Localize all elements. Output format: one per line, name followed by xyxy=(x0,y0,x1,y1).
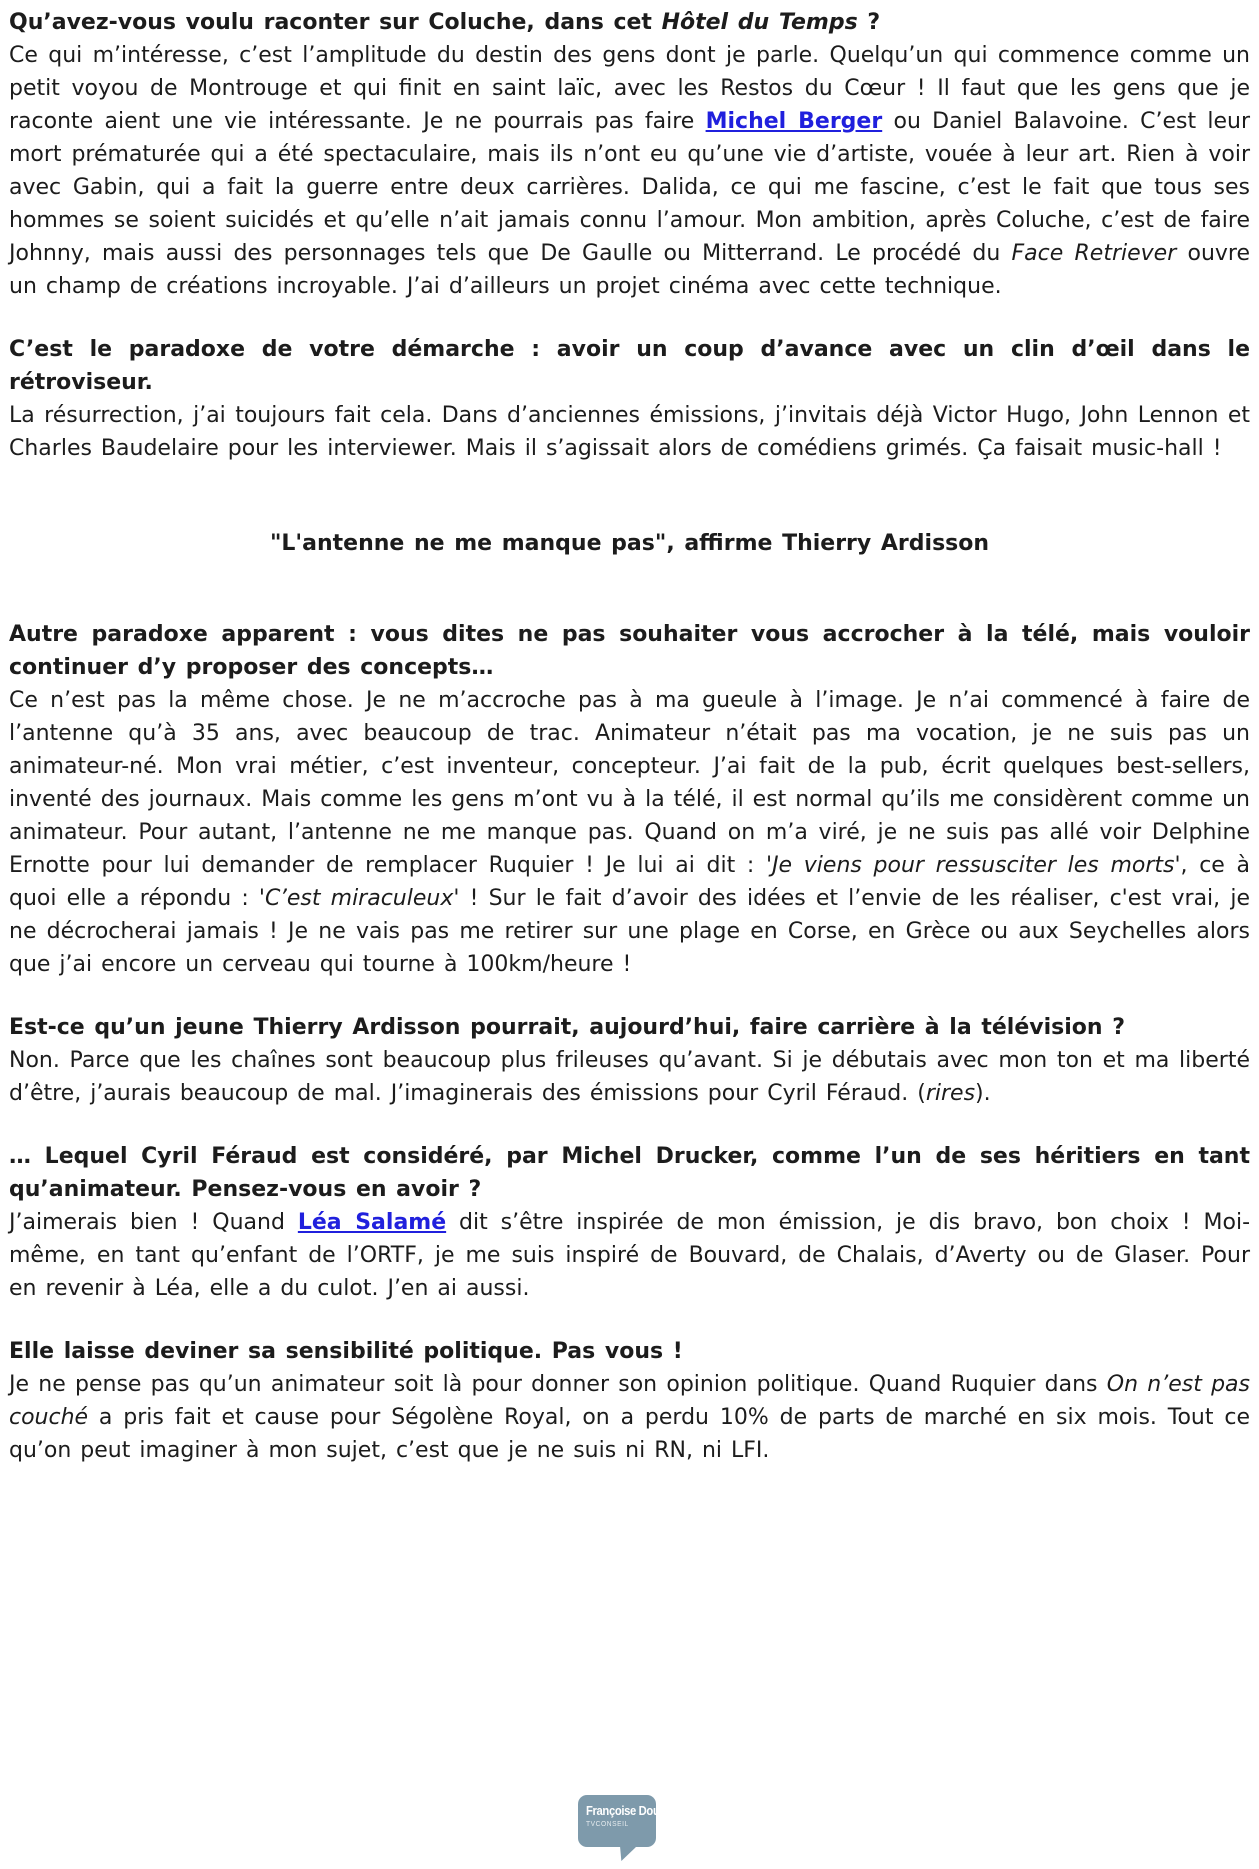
text-segment: ou Daniel Balavoine. C’est leur mort prématurée qui a été spectaculaire, mais ils n’ont eu qu’une vie d’artiste, vouée à leur art. Rien à voir avec Gabin, qui a fait la guerre entre deux carrières. Dalida, ce qui me fascine, c’est le fait que tous ses hommes se soient suicidés et qu’elle n’ait jamais connu l’amour. Mon ambition, après Coluche, c’est de faire Johnny, mais aussi des personnages tels que De Gaulle ou Mitterrand. Le procédé du xyxy=(9,109,1250,266)
text-segment: … Lequel Cyril Féraud est considéré, par Michel Drucker, comme l’un de ses héritiers en tant qu’animateur. Pensez-vous en avoir ? xyxy=(9,1144,1250,1202)
francoise-doux-logo xyxy=(578,1795,665,1847)
text-segment: Hôtel du Temps xyxy=(661,10,858,35)
interview-answer xyxy=(9,684,1250,981)
speech-bubble-tail-icon xyxy=(617,1846,637,1861)
text-segment: ). xyxy=(975,1081,991,1106)
text-segment: ouvre un champ de créations incroyable. J’ai d’ailleurs un projet cinéma avec cette technique. xyxy=(9,241,1251,299)
text-segment: ? xyxy=(857,10,881,35)
text-segment: ', ce à quoi elle a répondu : ' xyxy=(9,853,1251,911)
interview-question xyxy=(9,1011,1250,1044)
text-segment: C’est miraculeux xyxy=(264,886,454,911)
interview-answer xyxy=(9,399,1250,465)
logo-name: Françoise Doux xyxy=(585,1804,665,1818)
interview-article xyxy=(9,6,1250,1467)
interview-answer xyxy=(9,1044,1250,1110)
interview-question xyxy=(9,1335,1250,1368)
text-segment: a pris fait et cause pour Ségolène Royal, on a perdu 10% de parts de marché en six mois. Tout ce qu’on peut imaginer à mon sujet, c’est que je ne suis ni RN, ni LFI. xyxy=(9,1405,1250,1463)
text-segment: La résurrection, j’ai toujours fait cela. Dans d’anciennes émissions, j’invitais déjà Victor Hugo, John Lennon et Charles Baudelaire pour les interviewer. Mais il s’agissait alors de comédiens grimés. Ça faisait music-hall ! xyxy=(9,403,1250,461)
text-segment: dit s’être inspirée de mon émission, je dis bravo, bon choix ! Moi-même, en tant qu’enfant de l’ORTF, je me suis inspiré de Bouvard, de Chalais, d’Averty ou de Glaser. Pour en revenir à Léa, elle a du culot. J’en ai aussi. xyxy=(9,1210,1251,1301)
section-heading xyxy=(9,527,1250,560)
lea-salame-link[interactable]: Léa Salamé xyxy=(297,1210,447,1235)
text-segment: C’est le paradoxe de votre démarche : avoir un coup d’avance avec un clin d’œil dans le rétroviseur. xyxy=(9,337,1250,395)
interview-question xyxy=(9,618,1250,684)
text-segment: Ce qui m’intéresse, c’est l’amplitude du destin des gens dont je parle. Quelqu’un qui commence comme un petit voyou de Montrouge et qui finit en saint laïc, avec les Restos du Cœur ! Il faut que les gens que je raconte aient une vie intéressante. Je ne pourrais pas faire xyxy=(9,43,1250,134)
text-segment: Elle laisse deviner sa sensibilité politique. Pas vous ! xyxy=(9,1339,683,1364)
text-segment: Ce n’est pas la même chose. Je ne m’accroche pas à ma gueule à l’image. Je n’ai commencé à faire de l’antenne qu’à 35 ans, avec beaucoup de trac. Animateur n’était pas ma vocation, je ne suis pas un animateur-né. Mon vrai métier, c’est inventeur, concepteur. J’ai fait de la pub, écrit quelques best-sellers, inventé des journaux. Mais comme les gens m’ont vu à la télé, il est normal qu’ils me considèrent comme un animateur. Pour autant, l’antenne ne me manque pas. Quand on m’a viré, je ne suis pas allé voir Delphine Ernotte pour lui demander de remplacer Ruquier ! Je lui ai dit : ' xyxy=(9,688,1250,878)
interview-answer xyxy=(9,39,1250,303)
text-segment: Est-ce qu’un jeune Thierry Ardisson pourrait, aujourd’hui, faire carrière à la télévision ? xyxy=(9,1015,1125,1040)
text-segment: Je ne pense pas qu’un animateur soit là pour donner son opinion politique. Quand Ruquier dans xyxy=(9,1372,1107,1397)
text-segment: "L'antenne ne me manque pas", affirme Thierry Ardisson xyxy=(269,531,990,556)
text-segment: Qu’avez-vous voulu raconter sur Coluche, dans cet xyxy=(9,10,662,35)
text-segment: Non. Parce que les chaînes sont beaucoup plus frileuses qu’avant. Si je débutais avec mon ton et ma liberté d’être, j’aurais beaucoup de mal. J’imaginerais des émissions pour Cyril Féraud. ( xyxy=(9,1048,1250,1106)
logo-subtitle: TVCONSEIL xyxy=(585,1821,629,1828)
interview-answer xyxy=(9,1206,1250,1305)
michel-berger-link[interactable]: Michel Berger xyxy=(705,109,883,134)
footer-logo xyxy=(578,1795,665,1869)
interview-question xyxy=(9,333,1250,399)
text-segment: Face Retriever xyxy=(1011,241,1177,266)
interview-question xyxy=(9,1140,1250,1206)
interview-question xyxy=(9,6,1250,39)
text-segment: rires xyxy=(925,1081,976,1106)
text-segment: On n’est pas couché xyxy=(9,1372,1251,1430)
text-segment: J’aimerais bien ! Quand xyxy=(9,1210,298,1235)
text-segment: Autre paradoxe apparent : vous dites ne pas souhaiter vous accrocher à la télé, mais vouloir continuer d’y proposer des concepts… xyxy=(9,622,1250,680)
interview-answer xyxy=(9,1368,1250,1467)
text-segment: Je viens pour ressusciter les morts xyxy=(772,853,1175,878)
text-segment: ' ! Sur le fait d’avoir des idées et l’envie de les réaliser, c'est vrai, je ne décrocherai jamais ! Je ne vais pas me retirer sur une plage en Corse, en Grèce ou aux Seychelles alors que j’ai encore un cerveau qui tourne à 100km/heure ! xyxy=(9,886,1250,977)
